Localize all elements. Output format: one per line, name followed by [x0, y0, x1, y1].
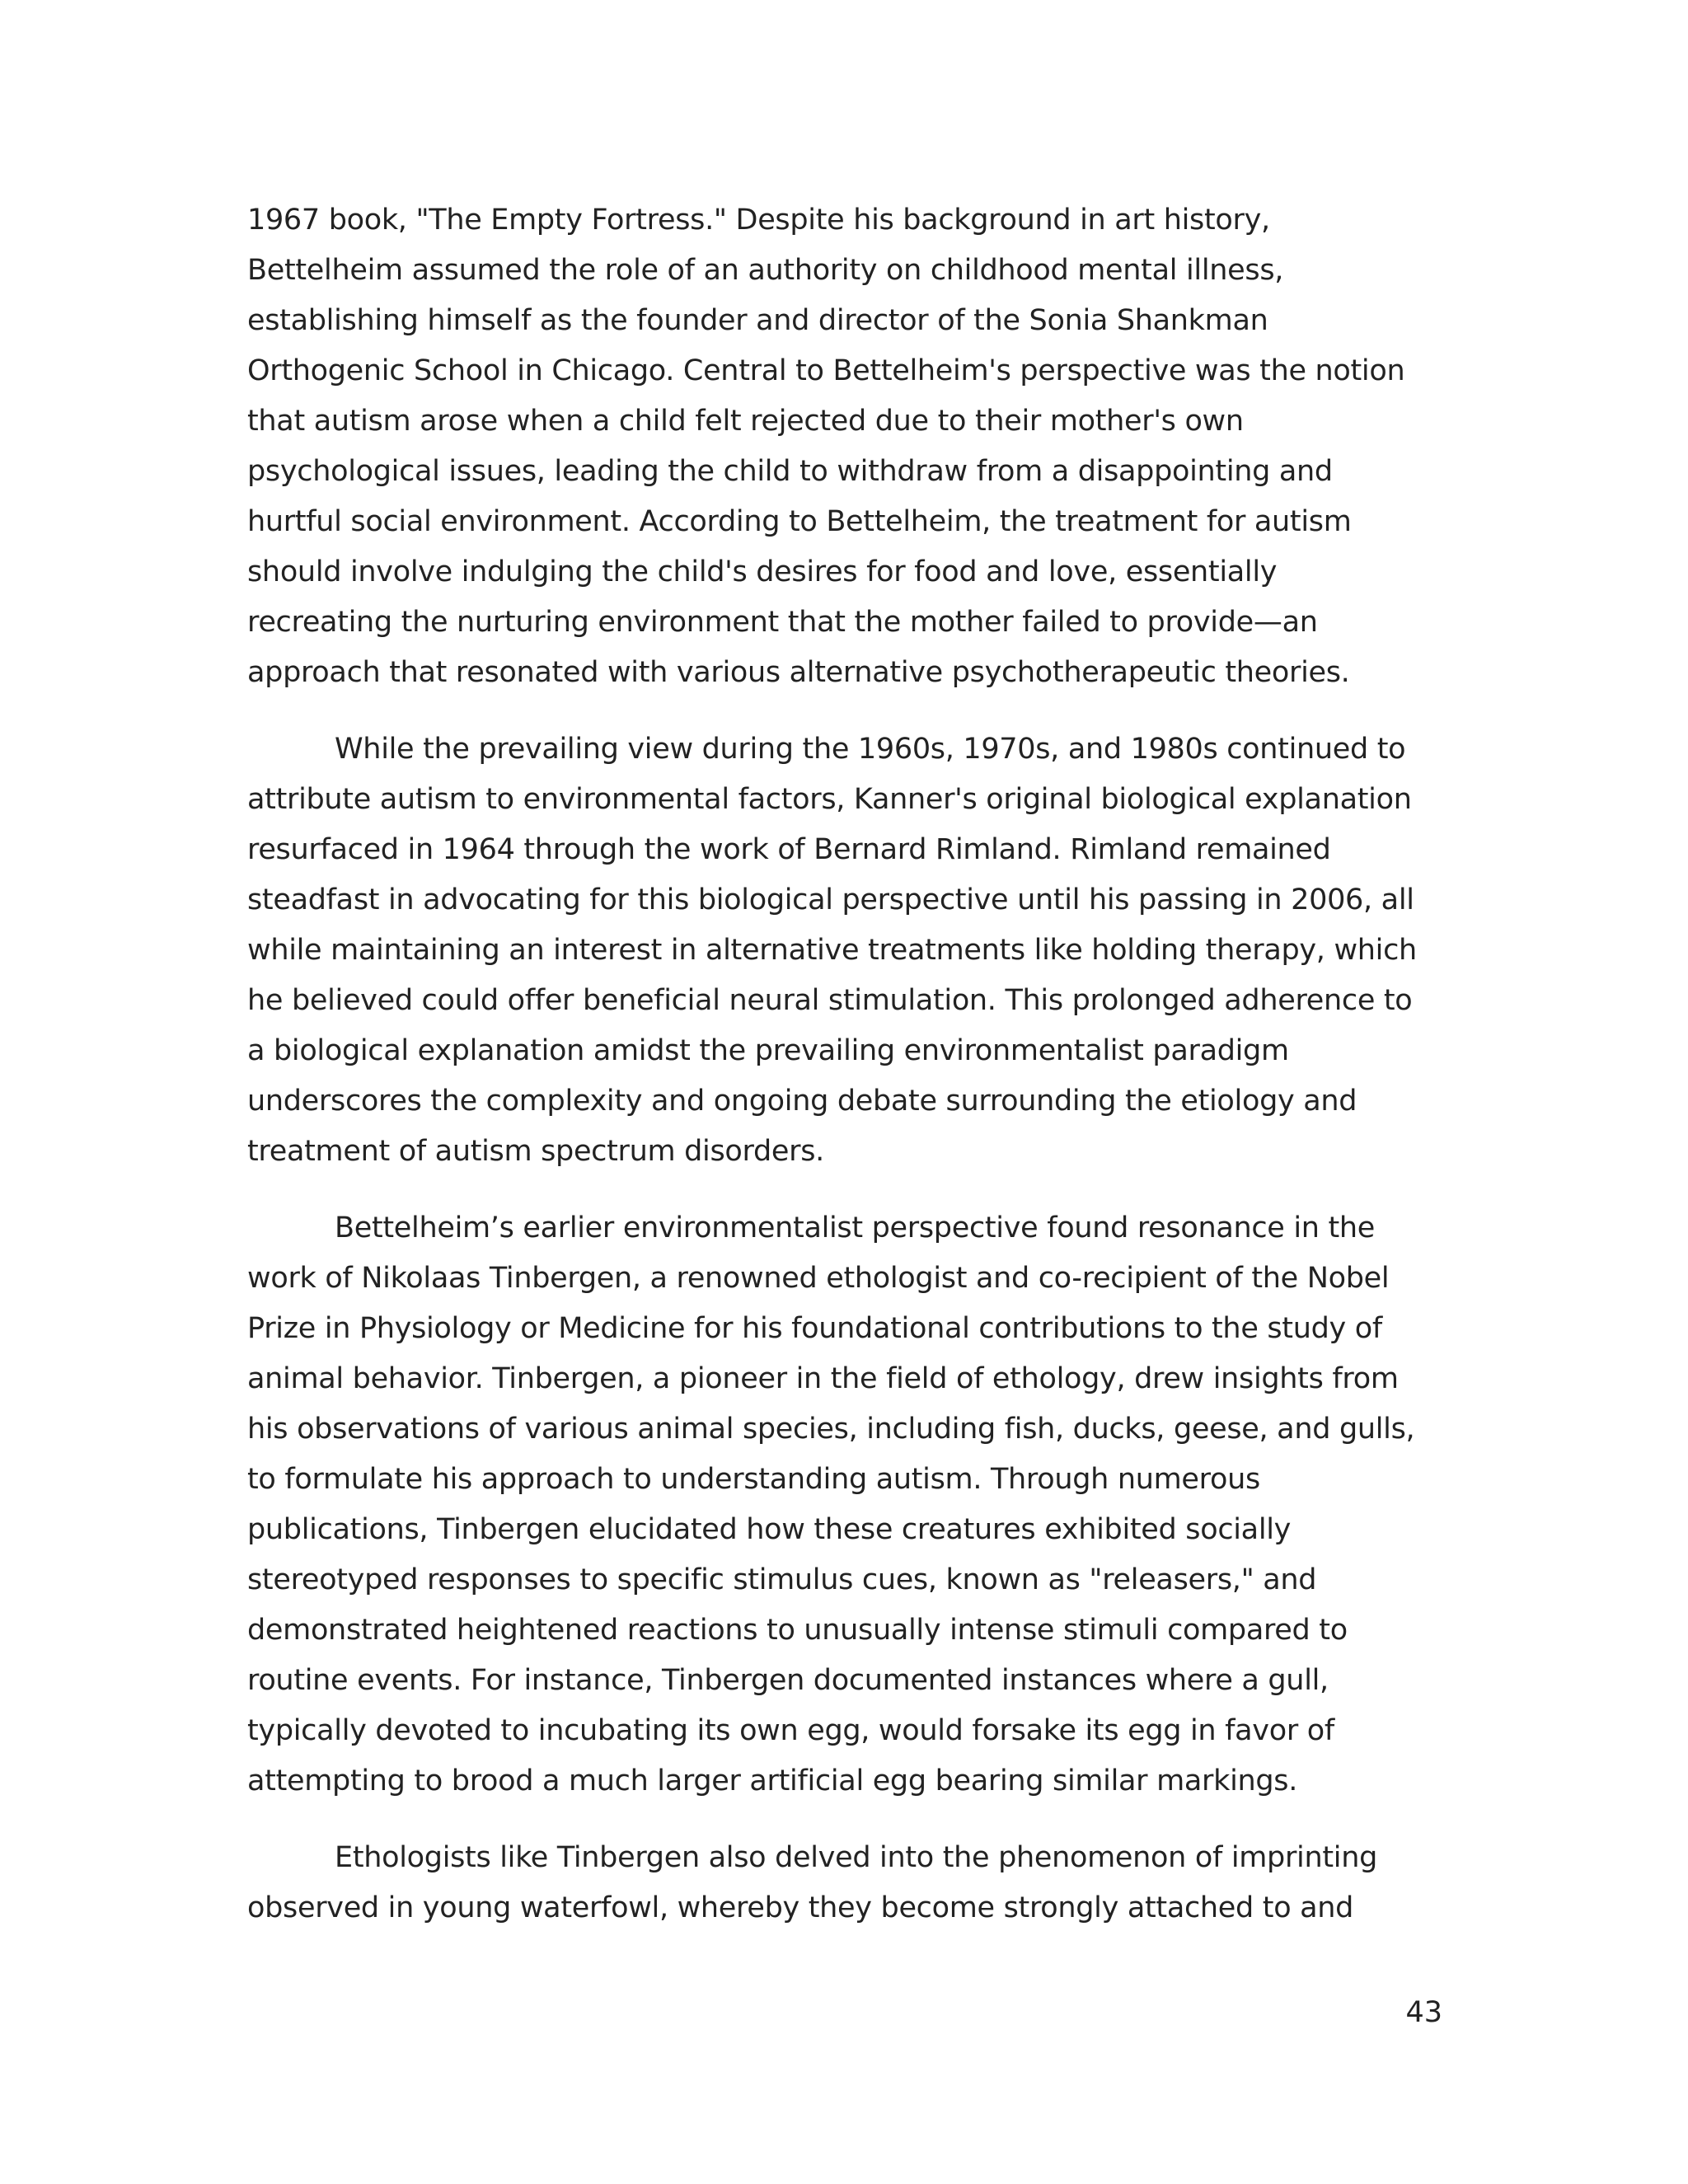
text-line: stereotyped responses to specific stimulus cues, known as "releasers," and	[247, 1563, 1317, 1596]
text-line: Bettelheim assumed the role of an authority on childhood mental illness,	[247, 254, 1284, 287]
text-line: resurfaced in 1964 through the work of Bernard Rimland. Rimland remained	[247, 833, 1331, 866]
text-line: should involve indulging the child's desires for food and love, essentially	[247, 555, 1278, 588]
paragraph-2	[247, 724, 1442, 1177]
text-line: Bettelheim’s earlier environmentalist perspective found resonance in the	[335, 1212, 1376, 1244]
paragraph-spacer	[247, 698, 1442, 724]
paragraph-3	[247, 1203, 1442, 1807]
text-line: while maintaining an interest in alternative treatments like holding therapy, which	[247, 934, 1417, 967]
text-line: attempting to brood a much larger artificial egg bearing similar markings.	[247, 1765, 1298, 1797]
paragraph-1	[247, 195, 1442, 698]
page-number: 43	[1405, 1996, 1442, 2029]
text-line: animal behavior. Tinbergen, a pioneer in the field of ethology, drew insights from	[247, 1362, 1399, 1395]
text-line: underscores the complexity and ongoing debate surrounding the etiology and	[247, 1085, 1357, 1118]
text-line: establishing himself as the founder and director of the Sonia Shankman	[247, 304, 1268, 337]
text-line: routine events. For instance, Tinbergen documented instances where a gull,	[247, 1664, 1329, 1697]
text-line: publications, Tinbergen elucidated how these creatures exhibited socially	[247, 1513, 1292, 1546]
text-line: Prize in Physiology or Medicine for his foundational contributions to the study of	[247, 1312, 1382, 1345]
text-line: approach that resonated with various alternative psychotherapeutic theories.	[247, 656, 1350, 689]
text-line: that autism arose when a child felt rejected due to their mother's own	[247, 405, 1244, 438]
text-line: a biological explanation amidst the prevailing environmentalist paradigm	[247, 1034, 1289, 1067]
text-line: Ethologists like Tinbergen also delved into the phenomenon of imprinting	[335, 1841, 1377, 1874]
text-line: observed in young waterfowl, whereby they become strongly attached to and	[247, 1891, 1354, 1924]
text-line: his observations of various animal species, including fish, ducks, geese, and gulls,	[247, 1413, 1415, 1446]
text-line: to formulate his approach to understanding autism. Through numerous	[247, 1463, 1260, 1496]
text-line: he believed could offer beneficial neural stimulation. This prolonged adherence to	[247, 984, 1413, 1017]
paragraph-spacer	[247, 1177, 1442, 1203]
text-line: recreating the nurturing environment that the mother failed to provide—an	[247, 606, 1318, 639]
text-line: While the prevailing view during the 1960s, 1970s, and 1980s continued to	[335, 733, 1406, 766]
text-line: psychological issues, leading the child to withdraw from a disappointing and	[247, 455, 1333, 488]
text-line: Orthogenic School in Chicago. Central to Bettelheim's perspective was the notion	[247, 354, 1405, 387]
paragraph-4	[247, 1833, 1442, 1933]
text-line: typically devoted to incubating its own egg, would forsake its egg in favor of	[247, 1714, 1334, 1747]
text-line: 1967 book, "The Empty Fortress." Despite his background in art history,	[247, 204, 1270, 237]
text-line: treatment of autism spectrum disorders.	[247, 1135, 825, 1168]
text-line: hurtful social environment. According to Bettelheim, the treatment for autism	[247, 505, 1352, 538]
text-line: work of Nikolaas Tinbergen, a renowned ethologist and co-recipient of the Nobel	[247, 1262, 1390, 1295]
body-text	[247, 195, 1442, 1933]
paragraph-spacer	[247, 1807, 1442, 1833]
text-line: demonstrated heightened reactions to unusually intense stimuli compared to	[247, 1614, 1348, 1647]
text-line: steadfast in advocating for this biological perspective until his passing in 2006, all	[247, 883, 1414, 916]
text-line: attribute autism to environmental factors, Kanner's original biological explanation	[247, 783, 1412, 816]
